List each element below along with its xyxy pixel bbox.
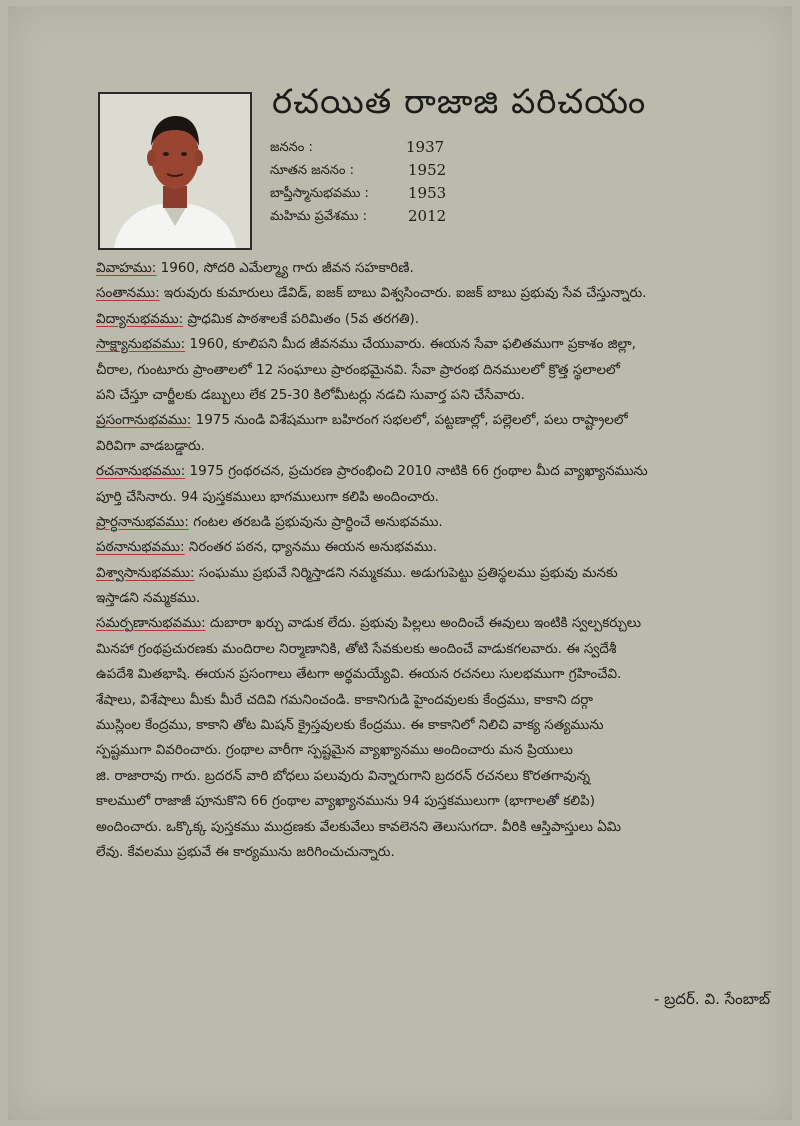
section-label: రచనానుభవము: xyxy=(96,463,186,480)
text-line xyxy=(96,434,796,459)
line-text: 1975 గ్రంథరచన, ప్రచురణ ప్రారంభించి 2010 నాటికి 66 గ్రంథాల మీద వ్యాఖ్యానమును xyxy=(185,463,648,480)
line-text: ఇస్తాడని నమ్మకము. xyxy=(96,590,201,607)
text-line xyxy=(96,713,796,738)
text-line xyxy=(96,332,796,357)
text-line xyxy=(96,586,796,611)
text-line xyxy=(96,764,796,789)
fact-label: జననం : xyxy=(270,140,313,155)
line-text: శేషాలు, విశేషాలు మీకు మీరే చదివి గమనించండి. కాకానిగుడి హైందవులకు కేంద్రము, కాకాని దర్గా xyxy=(96,691,593,708)
line-text: ఉపదేశి మితభాషి. ఈయన ప్రసంగాలు తేటగా అర్థమయ్యేవి. ఈయన రచనలు సులభముగా గ్రహించేవి. xyxy=(96,666,622,683)
section-label: విశ్వాసానుభవము: xyxy=(96,564,195,581)
fact-value: 1952 xyxy=(408,161,447,179)
line-text: ముస్లింల కేంద్రము, కాకాని తోట మిషన్ క్రైస్తవులకు కేంద్రము. ఈ కాకానిలో నిలిచి వాక్య సత్యమును xyxy=(96,717,604,734)
fact-value: 1953 xyxy=(408,184,447,202)
line-text: గంటల తరబడి ప్రభువును ప్రార్ధించే అనుభవము. xyxy=(188,513,443,530)
text-line xyxy=(96,408,796,433)
line-text: అందించారు. ఒక్కొక్క పుస్తకము ముద్రణకు వేలకువేలు కావలెనని తెలుసుగదా. వీరికి ఆస్తిపాస్తులు ఏమి xyxy=(96,818,622,835)
text-line xyxy=(96,611,796,636)
line-text: విరివిగా వాడబడ్డారు. xyxy=(96,437,205,454)
line-text: కాలములో రాజాజీ పూనుకొని 66 గ్రంథాల వ్యాఖ్యానమును 94 పుస్తకములుగా (భాగాలతో కలిపి) xyxy=(96,793,596,810)
line-text: ఇరువురు కుమారులు డేవిడ్, ఐజక్ బాబు విశ్వసించారు. ఐజక్ బాబు ప్రభువు సేవ చేస్తున్నారు. xyxy=(159,285,647,302)
line-text: సంఘము ప్రభువే నిర్మిస్తాడని నమ్మకము. అడుగుపెట్టు ప్రతిస్థలము ప్రభువు మనకు xyxy=(194,564,618,581)
author-signature: - బ్రదర్. వి. సేంబాబ్ xyxy=(654,990,771,1008)
text-line xyxy=(96,738,796,763)
fact-label: నూతన జననం : xyxy=(270,163,355,178)
text-line xyxy=(96,840,796,865)
section-label: సమర్పణానుభవము: xyxy=(96,615,206,632)
fact-label: మహిమ ప్రవేశము : xyxy=(270,209,368,224)
text-line xyxy=(96,815,796,840)
line-text: పని చేస్తూ చార్జీలకు డబ్బులు లేక 25-30 కిలోమీటర్లు నడచి సువార్త పని చేసేవారు. xyxy=(96,386,525,403)
text-line xyxy=(96,637,796,662)
text-line xyxy=(96,358,796,383)
line-text: స్పష్టముగా వివరించారు. గ్రంథాల వారీగా స్పష్టమైన వ్యాఖ్యానము అందించారు మన ప్రియులు xyxy=(96,742,573,759)
line-text: పూర్తి చేసినారు. 94 పుస్తకములు భాగములుగా కలిపి అందించారు. xyxy=(96,488,439,505)
text-line xyxy=(96,688,796,713)
section-label: ప్రసంగానుభవము: xyxy=(96,412,192,429)
fact-value: 1937 xyxy=(406,138,445,156)
author-portrait-photo xyxy=(98,92,252,250)
line-text: దుబారా ఖర్చు వాడుక లేదు. ప్రభువు పిల్లలు అందించే ఈవులు ఇంటికి స్వల్పకర్చులు xyxy=(205,615,642,632)
line-text: చీరాల, గుంటూరు ప్రాంతాలలో 12 సంఘాలు ప్రారంభమైనవి. సేవా ప్రారంభ దినములలో క్రొత్త స్థలాలలో xyxy=(96,361,620,378)
section-label: సంతానము: xyxy=(96,285,160,302)
line-text: 1960, కూలిపని మీద జీవనము చేయువారు. ఈయన సేవా ఫలితముగా ప్రకాశం జిల్లా, xyxy=(185,336,636,353)
section-label: విద్యానుభవము: xyxy=(96,310,184,327)
line-text: నిరంతర పఠన, ధ్యానము ఈయన అనుభవము. xyxy=(184,539,438,556)
text-line xyxy=(96,307,796,332)
page-title: రచయిత రాజాజి పరిచయం xyxy=(272,82,647,122)
biography-text xyxy=(96,256,796,865)
book-back-cover xyxy=(8,6,792,1120)
text-line xyxy=(96,383,796,408)
section-label: వివాహము: xyxy=(96,260,157,276)
line-text: జి. రాజారావు గారు. బ్రదరన్ వారి బోధలు పలువురు విన్నారుగాని బ్రదరన్ రచనలు కొరతగావున్న xyxy=(96,767,591,784)
text-line xyxy=(96,662,796,687)
text-line xyxy=(96,510,796,535)
text-line xyxy=(96,485,796,510)
text-line xyxy=(96,535,796,560)
line-text: 1960, సోదరి ఎమేల్మ్యా గారు జీవన సహకారిణి. xyxy=(156,260,414,276)
text-line xyxy=(96,561,796,586)
text-line xyxy=(96,459,796,484)
text-line xyxy=(96,789,796,814)
fact-value: 2012 xyxy=(408,207,447,225)
text-line xyxy=(96,281,796,306)
section-label: ప్రార్ధనానుభవము: xyxy=(96,513,189,530)
line-text: ప్రాధమిక పాఠశాలకే పరిమితం (5వ తరగతి). xyxy=(183,310,420,327)
section-label: సాక్ష్యానుభవము: xyxy=(96,336,186,353)
line-text: లేవు. కేవలము ప్రభువే ఈ కార్యమును జరిగించుచున్నారు. xyxy=(96,843,395,860)
line-text: మినహా గ్రంథప్రచురణకు మందిరాల నిర్మాణానికి, తోటి సేవకులకు అందించే వాడుకగలవారు. ఈ స్వదేశీ xyxy=(96,640,617,657)
section-label: పఠనానుభవము: xyxy=(96,539,185,556)
line-text: 1975 నుండి విశేషముగా బహిరంగ సభలలో, పట్టణాల్లో, పల్లెలలో, పలు రాష్ట్రాలలో xyxy=(191,412,628,429)
fact-label: బాప్తీస్మానుభవము : xyxy=(270,186,369,201)
text-line xyxy=(96,256,796,281)
